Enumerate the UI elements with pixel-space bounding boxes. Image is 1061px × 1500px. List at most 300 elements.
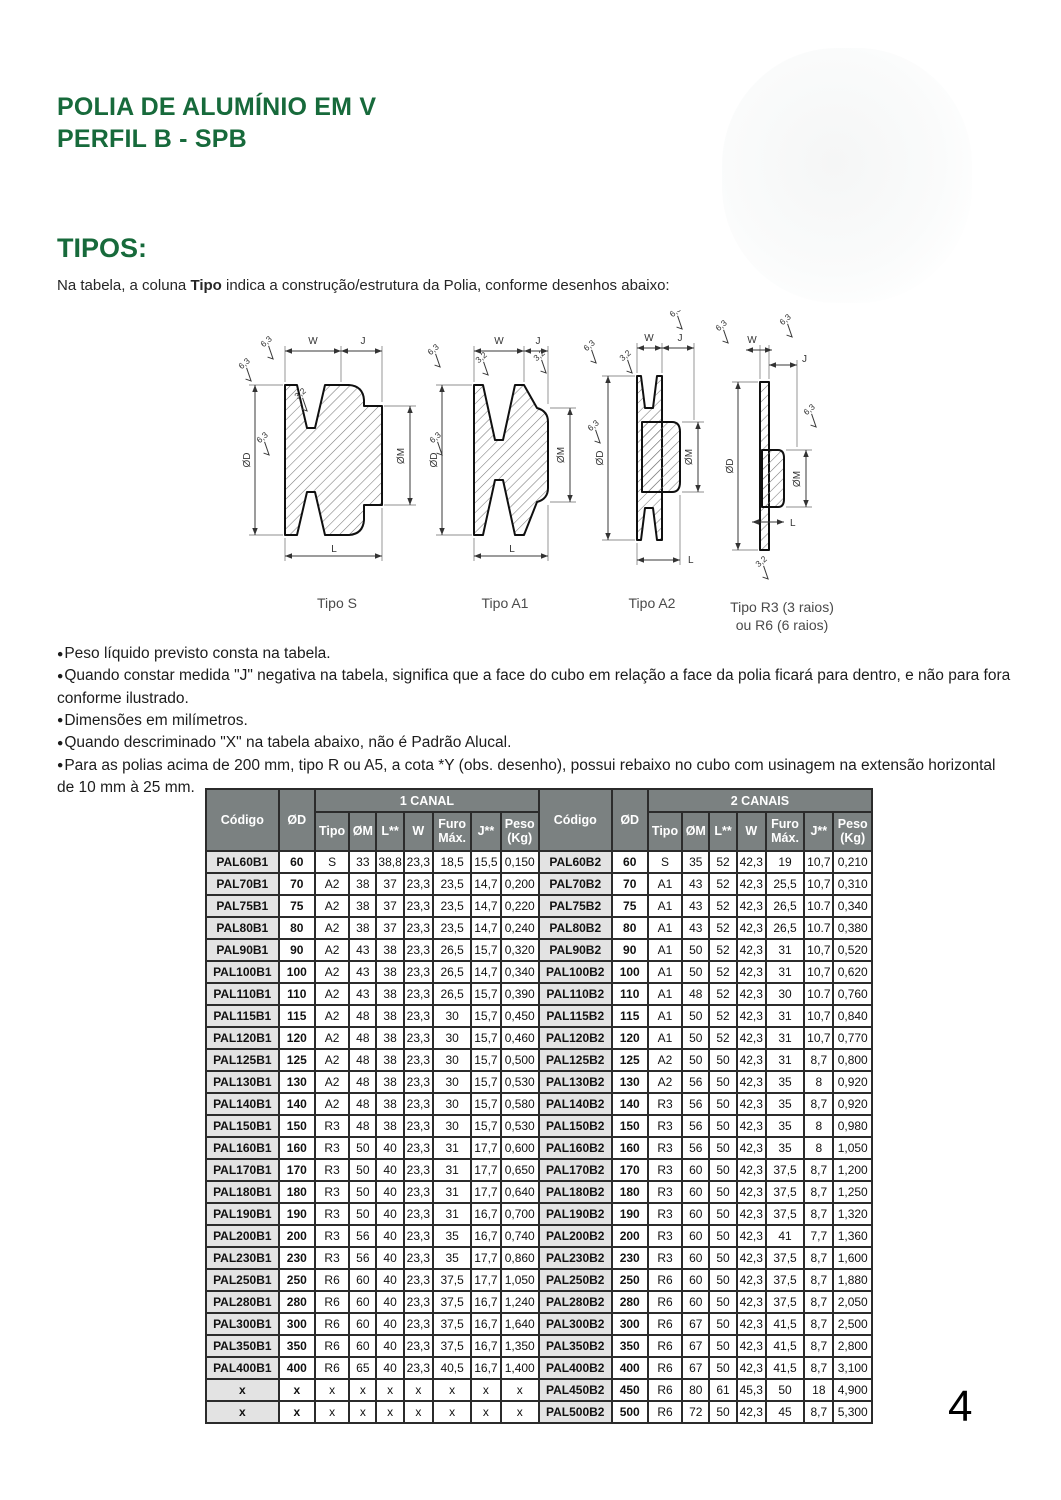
value-cell: 2,050 <box>833 1291 872 1313</box>
col-header-tipo: Tipo <box>648 812 682 851</box>
pulley-hub-section <box>762 450 784 507</box>
value-cell: 48 <box>349 1005 376 1027</box>
table-row <box>206 851 872 873</box>
value-cell: 1,200 <box>833 1159 872 1181</box>
value-cell: 40 <box>376 1335 403 1357</box>
value-cell: R3 <box>648 1115 682 1137</box>
value-cell: 30 <box>433 1005 471 1027</box>
value-cell: 16,7 <box>471 1291 500 1313</box>
value-cell: 170 <box>279 1159 315 1181</box>
value-cell: 38 <box>376 1049 403 1071</box>
value-cell: 0,200 <box>501 873 539 895</box>
value-cell: 60 <box>612 851 648 873</box>
codigo-cell: PAL100B2 <box>539 961 612 983</box>
value-cell: 0,980 <box>833 1115 872 1137</box>
value-cell: 38 <box>376 1027 403 1049</box>
intro-prefix: Na tabela, a coluna <box>57 277 191 294</box>
value-cell: 130 <box>279 1071 315 1093</box>
roughness-symbol <box>529 348 555 375</box>
value-cell: 38 <box>376 1071 403 1093</box>
value-cell: 42,3 <box>737 1291 766 1313</box>
value-cell: 190 <box>612 1203 648 1225</box>
tipo-s-drawing <box>237 310 437 582</box>
value-cell: 67 <box>682 1313 709 1335</box>
value-cell: R3 <box>315 1137 349 1159</box>
value-cell: A1 <box>648 961 682 983</box>
value-cell: 23,3 <box>404 1291 433 1313</box>
value-cell: 0,580 <box>501 1093 539 1115</box>
value-cell: 400 <box>612 1357 648 1379</box>
value-cell: R3 <box>648 1247 682 1269</box>
value-cell: 37 <box>376 873 403 895</box>
value-cell: R6 <box>648 1291 682 1313</box>
codigo-cell: PAL125B1 <box>206 1049 279 1071</box>
table-row <box>206 1027 872 1049</box>
value-cell: 42,3 <box>737 1313 766 1335</box>
value-cell: R3 <box>648 1093 682 1115</box>
section-heading-tipos: TIPOS: <box>57 233 148 263</box>
value-cell: A2 <box>315 895 349 917</box>
figure-caption: Tipo A2 <box>628 595 676 611</box>
value-cell: 42,3 <box>737 1071 766 1093</box>
value-cell: 48 <box>349 1115 376 1137</box>
codigo-cell: PAL400B1 <box>206 1357 279 1379</box>
value-cell: R6 <box>648 1269 682 1291</box>
value-cell: 40 <box>376 1225 403 1247</box>
dim-om-label: ØM <box>396 447 407 465</box>
value-cell: 30 <box>766 983 804 1005</box>
value-cell: 50 <box>709 1401 736 1423</box>
value-cell: 0,460 <box>501 1027 539 1049</box>
codigo-cell: PAL80B2 <box>539 917 612 939</box>
dim-l-label: L <box>688 555 694 566</box>
value-cell: 52 <box>709 851 736 873</box>
value-cell: 0,380 <box>833 917 872 939</box>
value-cell: 37 <box>376 917 403 939</box>
roughness-symbol <box>751 554 777 581</box>
value-cell: 26,5 <box>433 961 471 983</box>
value-cell: 350 <box>279 1335 315 1357</box>
value-cell: 200 <box>279 1225 315 1247</box>
value-cell: R3 <box>315 1225 349 1247</box>
value-cell: 70 <box>612 873 648 895</box>
value-cell: 16,7 <box>471 1335 500 1357</box>
value-cell: x <box>471 1401 500 1423</box>
value-cell: 1,360 <box>833 1225 872 1247</box>
value-cell: 31 <box>766 1027 804 1049</box>
value-cell: 10,7 <box>804 1005 833 1027</box>
value-cell: 1,350 <box>501 1335 539 1357</box>
value-cell: R3 <box>648 1181 682 1203</box>
value-cell: 42,3 <box>737 1401 766 1423</box>
value-cell: 38 <box>376 1093 403 1115</box>
dim-w-label: W <box>747 335 757 346</box>
notes-list <box>57 643 1013 799</box>
table-row <box>206 1401 872 1423</box>
value-cell: 50 <box>709 1335 736 1357</box>
value-cell: 140 <box>279 1093 315 1115</box>
figure-tipo-a2 <box>582 310 722 613</box>
value-cell: 130 <box>612 1071 648 1093</box>
value-cell: 0,150 <box>501 851 539 873</box>
codigo-cell: PAL150B2 <box>539 1115 612 1137</box>
value-cell: 75 <box>612 895 648 917</box>
value-cell: 120 <box>279 1027 315 1049</box>
value-cell: 40 <box>376 1291 403 1313</box>
value-cell: 7,7 <box>804 1225 833 1247</box>
value-cell: 42,3 <box>737 1137 766 1159</box>
value-cell: 8,7 <box>804 1313 833 1335</box>
value-cell: 42,3 <box>737 895 766 917</box>
value-cell: 15,7 <box>471 983 500 1005</box>
codigo-cell: PAL300B1 <box>206 1313 279 1335</box>
value-cell: 50 <box>709 1137 736 1159</box>
value-cell: A1 <box>648 983 682 1005</box>
value-cell: 23,3 <box>404 939 433 961</box>
value-cell: x <box>433 1379 471 1401</box>
value-cell: 67 <box>682 1335 709 1357</box>
value-cell: 230 <box>279 1247 315 1269</box>
value-cell: 48 <box>349 1027 376 1049</box>
col-header-furo: Furo Máx. <box>766 812 804 851</box>
value-cell: 37,5 <box>433 1269 471 1291</box>
value-cell: 31 <box>433 1159 471 1181</box>
value-cell: R6 <box>315 1291 349 1313</box>
value-cell: 10.7 <box>804 895 833 917</box>
table-row <box>206 1247 872 1269</box>
value-cell: 280 <box>612 1291 648 1313</box>
dim-j-label: J <box>802 354 807 365</box>
value-cell: 50 <box>349 1159 376 1181</box>
value-cell: 8,7 <box>804 1093 833 1115</box>
value-cell: 0,860 <box>501 1247 539 1269</box>
value-cell: 23,3 <box>404 1335 433 1357</box>
codigo-cell: PAL90B1 <box>206 939 279 961</box>
value-cell: x <box>471 1379 500 1401</box>
col-header-l: L** <box>709 812 736 851</box>
value-cell: 1,600 <box>833 1247 872 1269</box>
col-header-peso: Peso (Kg) <box>501 812 539 851</box>
value-cell: 10,7 <box>804 939 833 961</box>
value-cell: R3 <box>648 1203 682 1225</box>
note-item: ● Peso líquido previsto consta na tabela. <box>57 643 1013 665</box>
value-cell: 0,620 <box>833 961 872 983</box>
codigo-cell: PAL230B1 <box>206 1247 279 1269</box>
value-cell: 200 <box>612 1225 648 1247</box>
value-cell: 15,7 <box>471 1071 500 1093</box>
figure-caption: Tipo R3 (3 raios) ou R6 (6 raios) <box>730 599 834 633</box>
value-cell: 42,3 <box>737 1181 766 1203</box>
value-cell: 0,450 <box>501 1005 539 1027</box>
value-cell: 50 <box>709 1181 736 1203</box>
value-cell: 100 <box>612 961 648 983</box>
value-cell: 50 <box>709 1247 736 1269</box>
value-cell: 125 <box>279 1049 315 1071</box>
value-cell: A1 <box>648 917 682 939</box>
value-cell: 250 <box>279 1269 315 1291</box>
value-cell: 0,340 <box>501 961 539 983</box>
value-cell: 0,700 <box>501 1203 539 1225</box>
value-cell: 250 <box>612 1269 648 1291</box>
value-cell: 18 <box>804 1379 833 1401</box>
table-row <box>206 1269 872 1291</box>
svg-text:6,3: 6,3 <box>582 337 597 354</box>
svg-text:3,2: 3,2 <box>753 553 769 570</box>
codigo-cell: PAL120B2 <box>539 1027 612 1049</box>
value-cell: 100 <box>279 961 315 983</box>
codigo-cell: PAL60B2 <box>539 851 612 873</box>
table-row <box>206 1093 872 1115</box>
codigo-cell: PAL450B2 <box>539 1379 612 1401</box>
value-cell: 8,7 <box>804 1049 833 1071</box>
value-cell: 60 <box>682 1181 709 1203</box>
value-cell: 38 <box>376 939 403 961</box>
value-cell: 0,530 <box>501 1071 539 1093</box>
table-row <box>206 1379 872 1401</box>
value-cell: 60 <box>349 1335 376 1357</box>
value-cell: 42,3 <box>737 1357 766 1379</box>
value-cell: 110 <box>612 983 648 1005</box>
value-cell: A1 <box>648 873 682 895</box>
value-cell: 80 <box>612 917 648 939</box>
codigo-cell: PAL70B1 <box>206 873 279 895</box>
value-cell: 50 <box>709 1093 736 1115</box>
value-cell: 23,3 <box>404 1269 433 1291</box>
codigo-cell: PAL140B2 <box>539 1093 612 1115</box>
codigo-cell: PAL170B1 <box>206 1159 279 1181</box>
codigo-cell: PAL75B2 <box>539 895 612 917</box>
value-cell: 50 <box>709 1269 736 1291</box>
table-row <box>206 1357 872 1379</box>
value-cell: 35 <box>433 1247 471 1269</box>
codigo-cell: PAL115B1 <box>206 1005 279 1027</box>
value-cell: 60 <box>349 1269 376 1291</box>
value-cell: 230 <box>612 1247 648 1269</box>
value-cell: 41,5 <box>766 1357 804 1379</box>
value-cell: 50 <box>349 1137 376 1159</box>
value-cell: R3 <box>648 1159 682 1181</box>
roughness-symbol <box>615 348 641 375</box>
value-cell: 140 <box>612 1093 648 1115</box>
svg-text:6,3: 6,3 <box>585 417 601 434</box>
table-row <box>206 1159 872 1181</box>
value-cell: 0,210 <box>833 851 872 873</box>
value-cell: 35 <box>766 1115 804 1137</box>
roughness-symbol <box>423 342 449 369</box>
intro-suffix: indica a construção/estrutura da Polia, conforme desenhos abaixo: <box>221 277 670 294</box>
value-cell: 10.7 <box>804 917 833 939</box>
value-cell: 52 <box>709 873 736 895</box>
dim-w-label: W <box>308 336 318 347</box>
value-cell: 190 <box>279 1203 315 1225</box>
codigo-cell: PAL115B2 <box>539 1005 612 1027</box>
table-row <box>206 961 872 983</box>
roughness-symbol <box>799 402 825 429</box>
value-cell: 40 <box>376 1247 403 1269</box>
svg-text:6,3: 6,3 <box>427 429 443 446</box>
value-cell: 37 <box>376 895 403 917</box>
value-cell: 1,240 <box>501 1291 539 1313</box>
svg-text:3,2: 3,2 <box>292 385 308 402</box>
value-cell: 38 <box>349 873 376 895</box>
value-cell: 40 <box>376 1269 403 1291</box>
value-cell: R6 <box>648 1313 682 1335</box>
value-cell: 38 <box>376 1005 403 1027</box>
value-cell: 52 <box>709 1005 736 1027</box>
value-cell: 41,5 <box>766 1335 804 1357</box>
value-cell: A2 <box>315 961 349 983</box>
value-cell: 17,7 <box>471 1181 500 1203</box>
codigo-cell: x <box>206 1379 279 1401</box>
value-cell: 0,840 <box>833 1005 872 1027</box>
value-cell: 23,3 <box>404 1181 433 1203</box>
col-header-w: W <box>404 812 433 851</box>
value-cell: 42,3 <box>737 1049 766 1071</box>
value-cell: 14,7 <box>471 961 500 983</box>
value-cell: 400 <box>279 1357 315 1379</box>
value-cell: 50 <box>709 1225 736 1247</box>
figure-tipo-s <box>237 310 437 613</box>
value-cell: 15,7 <box>471 939 500 961</box>
codigo-cell: PAL75B1 <box>206 895 279 917</box>
codigo-cell: PAL170B2 <box>539 1159 612 1181</box>
value-cell: 3,100 <box>833 1357 872 1379</box>
value-cell: 60 <box>682 1225 709 1247</box>
value-cell: x <box>349 1379 376 1401</box>
dim-l-label: L <box>509 544 515 555</box>
value-cell: 10.7 <box>804 983 833 1005</box>
value-cell: 8,7 <box>804 1291 833 1313</box>
value-cell: R3 <box>648 1225 682 1247</box>
value-cell: 160 <box>279 1137 315 1159</box>
codigo-cell: PAL150B1 <box>206 1115 279 1137</box>
table-row <box>206 873 872 895</box>
value-cell: 35 <box>766 1137 804 1159</box>
value-cell: 50 <box>682 1027 709 1049</box>
table-row <box>206 1225 872 1247</box>
value-cell: x <box>376 1401 403 1423</box>
tipo-a2-drawing <box>582 310 722 582</box>
codigo-cell: PAL130B2 <box>539 1071 612 1093</box>
value-cell: 8,7 <box>804 1357 833 1379</box>
value-cell: 8,7 <box>804 1159 833 1181</box>
value-cell: R3 <box>648 1137 682 1159</box>
value-cell: 50 <box>682 939 709 961</box>
table-row <box>206 1071 872 1093</box>
value-cell: 33 <box>349 851 376 873</box>
roughness-symbol <box>237 356 260 383</box>
value-cell: 23,3 <box>404 873 433 895</box>
value-cell: 61 <box>709 1379 736 1401</box>
codigo-cell: PAL190B2 <box>539 1203 612 1225</box>
value-cell: 37,5 <box>433 1313 471 1335</box>
value-cell: 43 <box>682 917 709 939</box>
value-cell: 31 <box>433 1137 471 1159</box>
value-cell: 40 <box>376 1203 403 1225</box>
value-cell: 160 <box>612 1137 648 1159</box>
codigo-cell: PAL160B1 <box>206 1137 279 1159</box>
value-cell: 4,900 <box>833 1379 872 1401</box>
value-cell: 0,500 <box>501 1049 539 1071</box>
value-cell: A2 <box>315 1093 349 1115</box>
value-cell: 50 <box>349 1181 376 1203</box>
value-cell: x <box>279 1401 315 1423</box>
page-title <box>57 92 376 155</box>
value-cell: 23,3 <box>404 1137 433 1159</box>
value-cell: 23,3 <box>404 895 433 917</box>
dim-j-label: J <box>360 336 366 347</box>
value-cell: 30 <box>433 1049 471 1071</box>
dim-om-label: ØM <box>556 446 567 464</box>
value-cell: x <box>501 1379 539 1401</box>
dim-j-label: J <box>535 336 541 347</box>
value-cell: 14,7 <box>471 895 500 917</box>
tipo-r-drawing <box>712 302 852 586</box>
value-cell: R3 <box>315 1159 349 1181</box>
value-cell: 31 <box>766 1005 804 1027</box>
value-cell: 48 <box>682 983 709 1005</box>
note-item: ● Dimensões em milímetros. <box>57 710 1013 732</box>
value-cell: 23,3 <box>404 1093 433 1115</box>
roughness-symbol <box>712 318 737 345</box>
value-cell: 60 <box>349 1313 376 1335</box>
col-header-om: ØM <box>349 812 376 851</box>
table-row <box>206 1049 872 1071</box>
value-cell: 37,5 <box>766 1269 804 1291</box>
value-cell: 60 <box>682 1269 709 1291</box>
value-cell: 115 <box>612 1005 648 1027</box>
value-cell: 42,3 <box>737 1269 766 1291</box>
value-cell: 115 <box>279 1005 315 1027</box>
value-cell: 50 <box>709 1115 736 1137</box>
value-cell: 23,3 <box>404 1247 433 1269</box>
table-row <box>206 895 872 917</box>
page-number: 4 <box>948 1382 973 1431</box>
roughness-symbol <box>775 312 801 339</box>
value-cell: 15,7 <box>471 1005 500 1027</box>
value-cell: 80 <box>682 1379 709 1401</box>
value-cell: 180 <box>612 1181 648 1203</box>
value-cell: x <box>433 1401 471 1423</box>
value-cell: 50 <box>709 1357 736 1379</box>
value-cell: 43 <box>682 873 709 895</box>
table-row <box>206 1335 872 1357</box>
value-cell: 8 <box>804 1137 833 1159</box>
dim-l-label: L <box>790 518 796 529</box>
note-item: ● Quando constar medida "J" negativa na tabela, significa que a face do cubo em relação a face da polia ficará para dentro, e não para fora conforme ilustrado. <box>57 665 1013 710</box>
value-cell: 350 <box>612 1335 648 1357</box>
value-cell: 50 <box>709 1159 736 1181</box>
roughness-symbol <box>665 310 691 331</box>
codigo-cell: PAL60B1 <box>206 851 279 873</box>
value-cell: 26,5 <box>433 983 471 1005</box>
value-cell: 23,3 <box>404 1159 433 1181</box>
value-cell: 23,5 <box>433 895 471 917</box>
value-cell: 42,3 <box>737 1093 766 1115</box>
value-cell: R6 <box>648 1401 682 1423</box>
col-header-tipo: Tipo <box>315 812 349 851</box>
value-cell: 50 <box>682 1005 709 1027</box>
value-cell: A2 <box>648 1049 682 1071</box>
value-cell: 42,3 <box>737 1335 766 1357</box>
value-cell: 0,650 <box>501 1159 539 1181</box>
col-header-od: ØD <box>279 789 315 851</box>
value-cell: 15,7 <box>471 1027 500 1049</box>
table-row <box>206 1203 872 1225</box>
codigo-cell: PAL180B1 <box>206 1181 279 1203</box>
codigo-cell: PAL200B2 <box>539 1225 612 1247</box>
value-cell: 37,5 <box>766 1247 804 1269</box>
